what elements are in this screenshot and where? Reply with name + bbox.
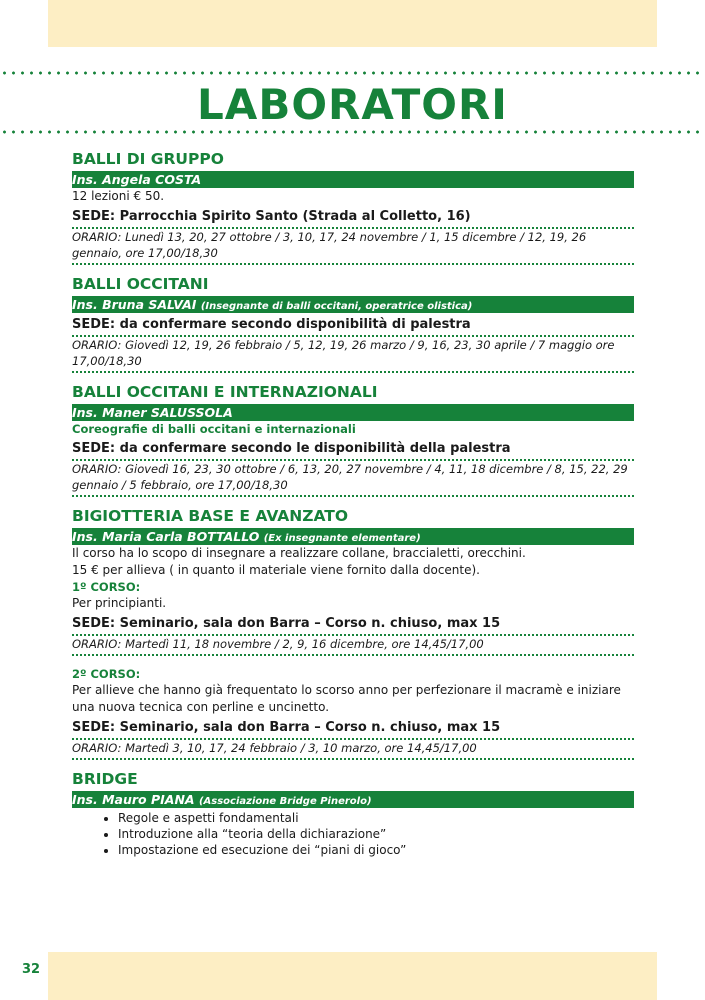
section-title: BALLI OCCITANI E INTERNAZIONALI [72, 383, 378, 401]
section-balli-di-gruppo [72, 150, 634, 265]
top-band [48, 0, 657, 47]
list-item: • Regole e aspetti fondamentali [118, 810, 634, 826]
page-title: LABORATORI [197, 80, 508, 129]
bullet-list [72, 810, 634, 858]
instructor-note: (Ex insegnante elementare) [263, 533, 421, 544]
course1-text: Per principianti. [72, 596, 167, 610]
section-title: BALLI OCCITANI [72, 275, 209, 293]
instructor-bar [72, 171, 634, 188]
course2-sede: SEDE: Seminario, sala don Barra – Corso n. chiuso, max 15 [72, 719, 634, 740]
instructor-bar [72, 296, 634, 313]
section-title: BIGIOTTERIA BASE E AVANZATO [72, 507, 349, 525]
instructor-name: Ins. Bruna SALVAI [72, 297, 197, 312]
list-item: • Introduzione alla “teoria della dichiarazione” [118, 826, 634, 842]
details-price: 15 € per allieva ( in quanto il materiale viene fornito dalla docente). [72, 563, 480, 577]
orario: ORARIO: Giovedì 12, 19, 26 febbraio / 5, 12, 19, 26 marzo / 9, 16, 23, 30 aprile / 7 maggio ore 17,00/18,30 [72, 337, 634, 373]
section-bridge [72, 770, 634, 858]
sede: SEDE: da confermare secondo disponibilità di palestra [72, 316, 634, 337]
sede: SEDE: da confermare secondo le disponibilità della palestra [72, 440, 634, 461]
sede: SEDE: Parrocchia Spirito Santo (Strada al Colletto, 16) [72, 208, 634, 229]
instructor-note: (Insegnante di balli occitani, operatrice olistica) [200, 301, 473, 312]
instructor-bar [72, 528, 634, 545]
section-title: BRIDGE [72, 770, 138, 788]
orario: ORARIO: Giovedì 16, 23, 30 ottobre / 6, 13, 20, 27 novembre / 4, 11, 18 dicembre / 8, 15, 22, 29 gennaio / 5 febbraio, ore 17,00/18,30 [72, 461, 634, 497]
instructor-note: (Associazione Bridge Pinerolo) [198, 796, 372, 807]
course2-text: Per allieve che hanno già frequentato lo scorso anno per perfezionare il macramè e iniziare una nuova tecnica con perline e uncinetto. [72, 683, 621, 714]
section-balli-occitani [72, 275, 634, 373]
instructor-name: Ins. Maner SALUSSOLA [72, 405, 233, 420]
list-item: • Impostazione ed esecuzione dei “piani di gioco” [118, 842, 634, 858]
instructor-bar [72, 791, 634, 808]
orario: ORARIO: Lunedì 13, 20, 27 ottobre / 3, 10, 17, 24 novembre / 1, 15 dicembre / 12, 19, 26 gennaio, ore 17,00/18,30 [72, 229, 634, 265]
instructor-name: Ins. Maria Carla BOTTALLO [72, 529, 260, 544]
details: 12 lezioni € 50. [72, 189, 165, 203]
details: Il corso ha lo scopo di insegnare a realizzare collane, braccialetti, orecchini. [72, 546, 526, 560]
section-balli-occitani-internazionali [72, 383, 634, 497]
section-title: BALLI DI GRUPPO [72, 150, 224, 168]
section-subtitle: Coreografie di balli occitani e internazionali [72, 422, 356, 436]
course1-label: 1º CORSO: [72, 580, 141, 594]
title-divider-bottom [0, 130, 705, 134]
course1-sede: SEDE: Seminario, sala don Barra – Corso n. chiuso, max 15 [72, 615, 634, 636]
course2-orario: ORARIO: Martedì 3, 10, 17, 24 febbraio / 3, 10 marzo, ore 14,45/17,00 [72, 740, 634, 760]
instructor-name: Ins. Angela COSTA [72, 172, 202, 187]
title-divider-top [0, 71, 705, 75]
page-number: 32 [22, 962, 41, 977]
content [72, 150, 634, 868]
section-bigiotteria [72, 507, 634, 760]
bottom-band [48, 952, 657, 1000]
course1-orario: ORARIO: Martedì 11, 18 novembre / 2, 9, 16 dicembre, ore 14,45/17,00 [72, 636, 634, 656]
instructor-bar [72, 404, 634, 421]
course2-label: 2º CORSO: [72, 667, 141, 681]
instructor-name: Ins. Mauro PIANA [72, 792, 195, 807]
